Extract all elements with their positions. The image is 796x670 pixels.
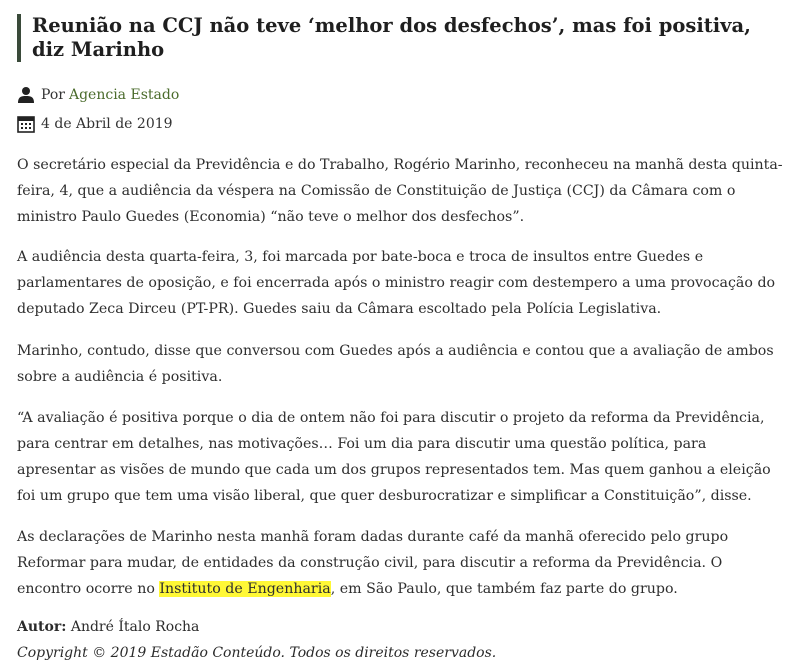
copyright: Copyright © 2019 Estadão Conteúdo. Todos os direitos reservados. [17,645,497,661]
article-title: Reunião na CCJ não teve ‘melhor dos desfechos’, mas foi positiva, diz Marinho [32,14,751,61]
paragraph-5-before: As declarações de Marinho nesta manhã foram dadas durante café da manhã oferecido pelo grupo Reformar para mudar, de entidades da construção civil, para discutir a reforma da Previdência. O encontro ocorre no [17,529,729,597]
paragraph-4: “A avaliação é positiva porque o dia de ontem não foi para discutir o projeto da reforma da Previdência, para centrar em detalhes, nas motivações… Foi um dia para discutir uma questão política, para apresentar as visões de mundo que cada um dos grupos representados tem. Mas quem ganhou a eleição foi um grupo que tem uma visão liberal, que quer desburocratizar e simplificar a Constituição”, disse. [17,410,771,504]
byline-prefix: Por [41,87,65,103]
paragraph-3: Marinho, contudo, disse que conversou com Guedes após a audiência e contou que a avaliação de ambos sobre a audiência é positiva. [17,343,774,385]
paragraph-1: O secretário especial da Previdência e do Trabalho, Rogério Marinho, reconheceu na manhã desta quinta-feira, 4, que a audiência da véspera na Comissão de Constituição de Justiça (CCJ) da Câmara com o ministro Paulo Guedes (Economia) “não teve o melhor dos desfechos”. [17,157,783,225]
date-row [17,115,173,133]
calendar-icon [17,115,35,133]
paragraph-5 [17,524,787,602]
publish-date: 4 de Abril de 2019 [41,116,173,132]
agency-link[interactable]: Agencia Estado [68,87,180,103]
title-block [17,14,772,62]
paragraph-2: A audiência desta quarta-feira, 3, foi marcada por bate-boca e troca de insultos entre Guedes e parlamentares de oposição, e foi encerrada após o ministro reagir com destempero a uma provocação do deputado Zeca Dirceu (PT-PR). Guedes saiu da Câmara escoltado pela Polícia Legislativa. [17,249,776,317]
paragraph-5-after: , em São Paulo, que também faz parte do grupo. [330,581,678,597]
byline [17,86,179,104]
author-name: André Ítalo Rocha [70,619,200,635]
author-label: Autor: [17,619,67,635]
author-line [17,619,199,635]
user-icon [17,86,35,104]
highlighted-link[interactable]: Instituto de Engenharia [159,581,331,597]
